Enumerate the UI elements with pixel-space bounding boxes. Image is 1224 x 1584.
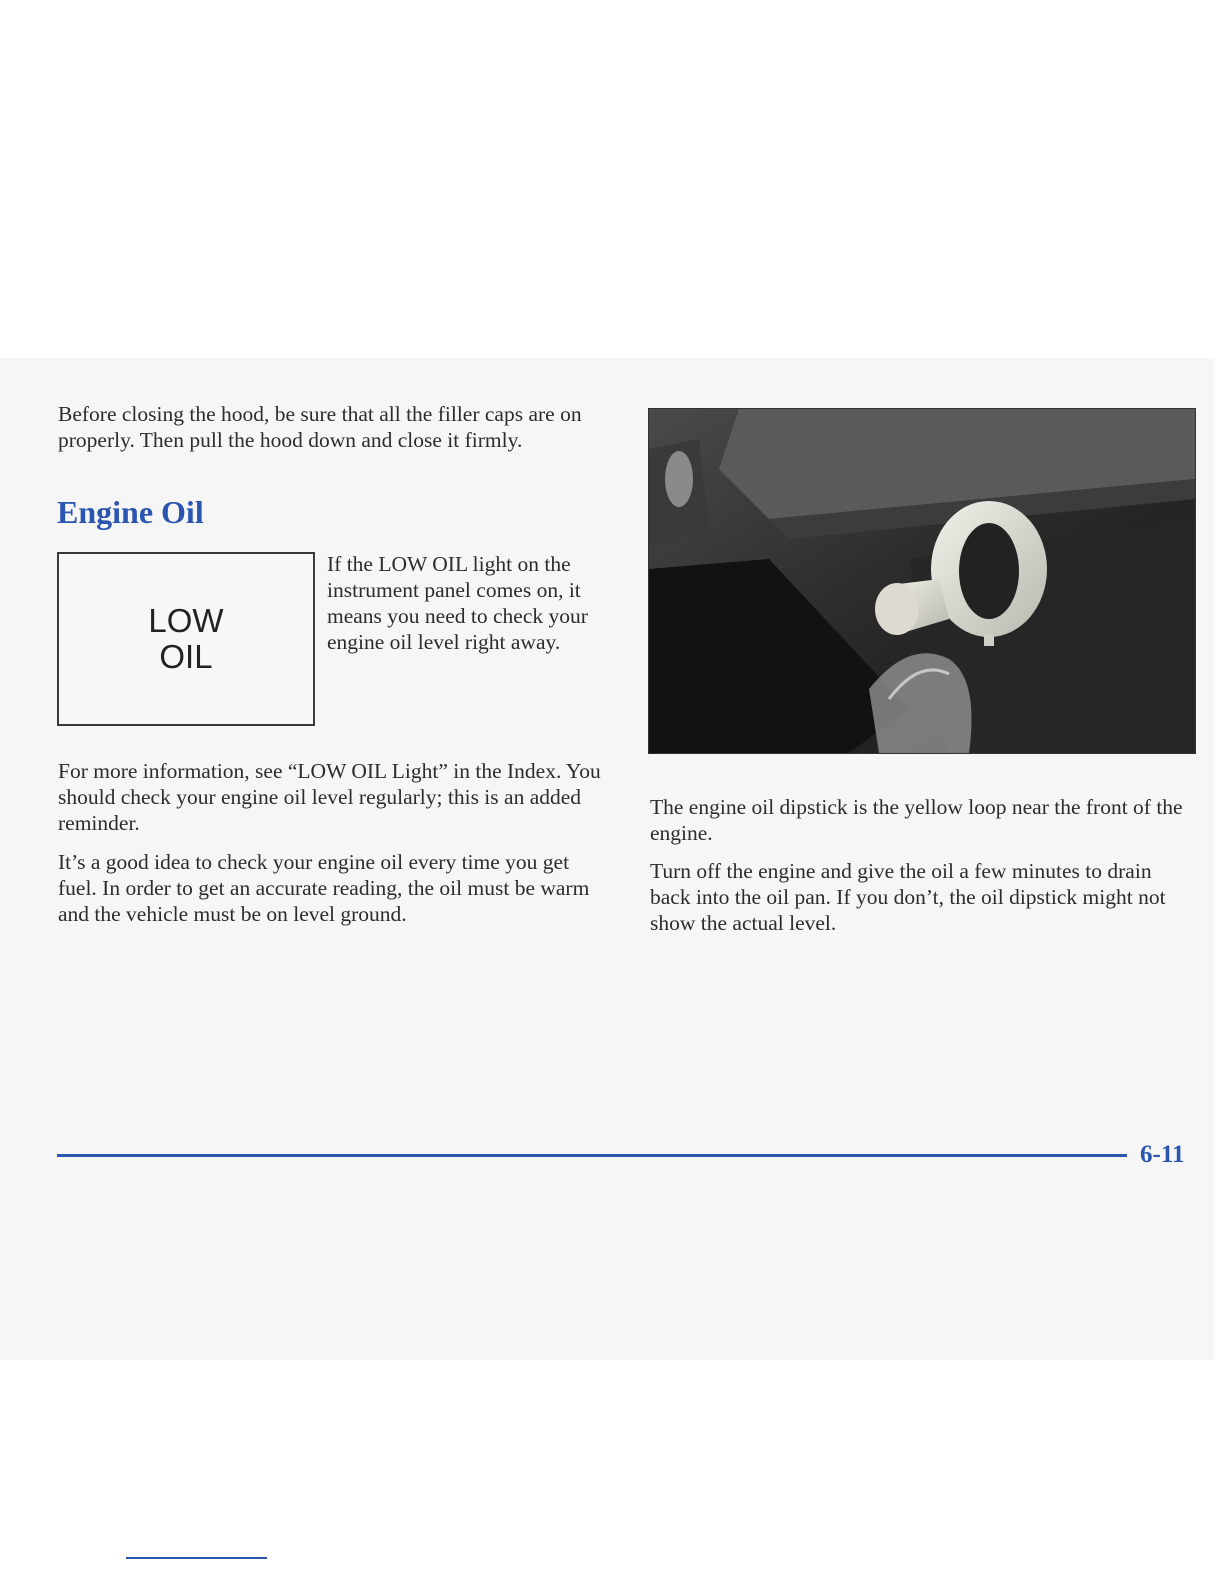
dipstick-illustration	[649, 409, 1195, 753]
low-oil-line-2: OIL	[159, 638, 213, 675]
page-number: 6-11	[1140, 1141, 1185, 1168]
more-info-paragraph: For more information, see “LOW OIL Light” in the Index. You should check your engine oil level regularly; this is an added reminder.	[58, 759, 601, 835]
turn-off-paragraph: Turn off the engine and give the oil a few minutes to drain back into the oil pan. If you don’t, the oil dipstick might not show the actual level.	[650, 859, 1166, 935]
good-idea-paragraph: It’s a good idea to check your engine oil every time you get fuel. In order to get an accurate reading, the oil must be warm and the vehicle must be on level ground.	[58, 850, 590, 926]
low-oil-line-1: LOW	[148, 602, 224, 639]
low-oil-light-symbol	[57, 552, 315, 726]
low-oil-description: If the LOW OIL light on the instrument panel comes on, it means you need to check your engine oil level right away.	[327, 552, 588, 654]
section-title: Engine Oil	[57, 494, 204, 530]
footer-rule	[57, 1154, 1127, 1157]
dipstick-caption: The engine oil dipstick is the yellow loop near the front of the engine.	[650, 795, 1183, 845]
engine-dipstick-photo	[648, 408, 1196, 754]
intro-paragraph: Before closing the hood, be sure that all the filler caps are on properly. Then pull the hood down and close it firmly.	[58, 402, 582, 452]
bottom-accent-line	[126, 1557, 267, 1559]
